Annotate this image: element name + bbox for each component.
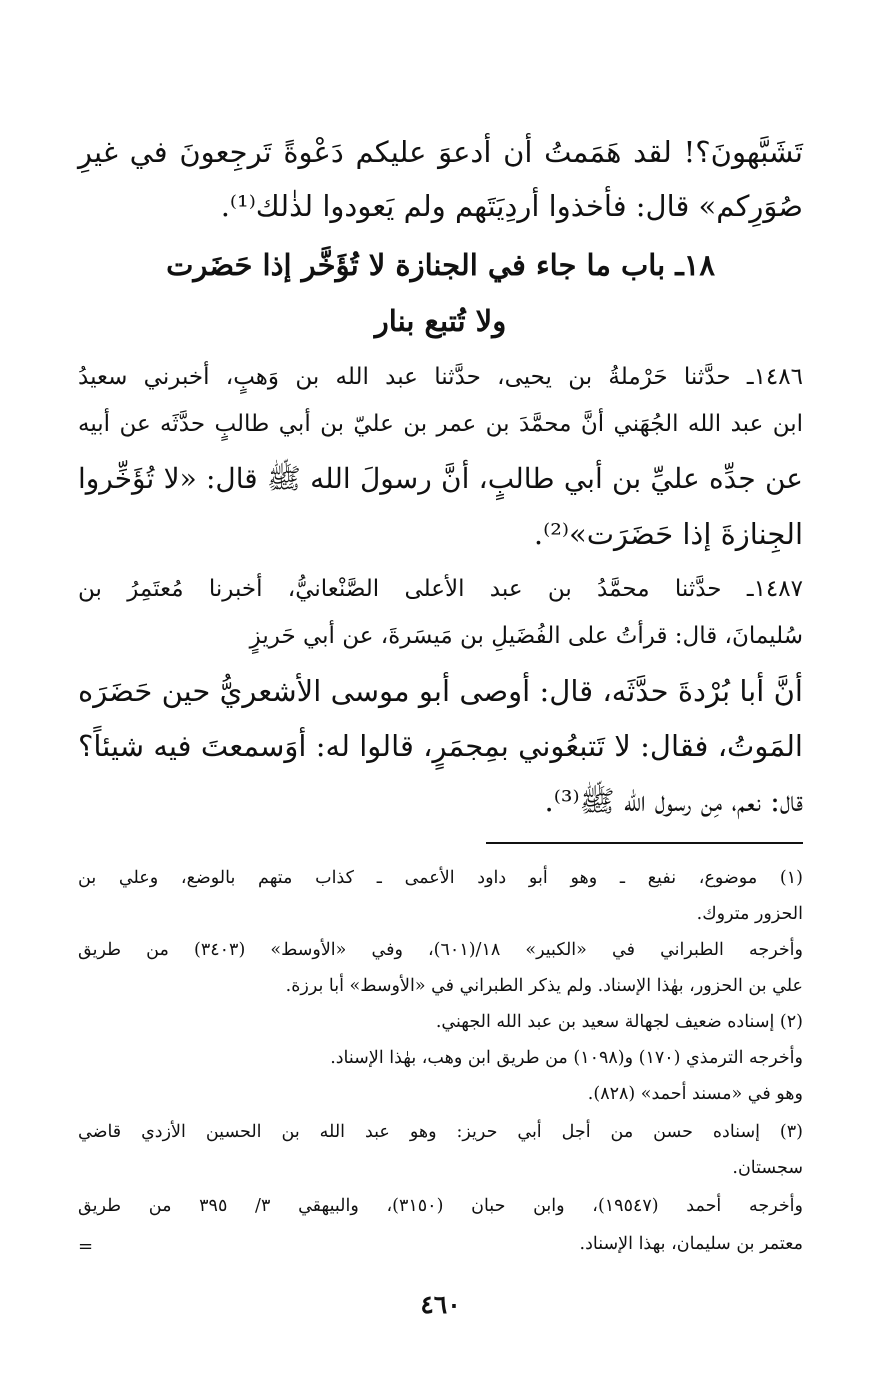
footnote-line: (٢) إسناده ضعيف لجهالة سعيد بن عبد الله الجهني.: [435, 1012, 803, 1032]
footnote-line: وأخرجه الطبراني في «الكبير» ١٨/(٦٠١)، وفي «الأوسط» (٣٤٠٣) من طريق: [78, 940, 803, 960]
footnote-line: وأخرجه الترمذي (١٧٠) و(١٠٩٨) من طريق ابن وهب، بهٰذا الإسناد.: [330, 1048, 803, 1068]
hadith-1487-isnad: ١٤٨٧ـ حدَّثنا محمَّدُ بن عبد الأعلى الصَّنْعانيُّ، أخبرنا مُعتَمِرُ بن: [78, 576, 803, 602]
footnote-line: (٣) إسناده حسن من أجل أبي حريز: وهو عبد الله بن الحسين الأزدي قاضي: [78, 1122, 803, 1142]
footnote-line: وهو في «مسند أحمد» (٨٢٨).: [587, 1084, 803, 1104]
chapter-heading-line2: ولا تُتبع بنار: [374, 304, 507, 338]
chapter-heading: ١٨ـ باب ما جاء في الجنازة لا تُؤَخَّر إذا حَضَرت: [166, 248, 715, 282]
hadith-1486-isnad: ابن عبد الله الجُهَني أنَّ محمَّدَ بن عمر بن عليّ بن أبي طالبٍ حدَّثَه عن أبيه: [78, 411, 803, 437]
text-line: صُوَرِكم» قال: فأخذوا أردِيَتَهم ولم يَعودوا لذٰلك⁽¹⁾.: [220, 189, 803, 223]
book-page: [78, 0, 803, 1384]
footnote-line: سجستان.: [732, 1158, 803, 1178]
continuation-mark: =: [78, 1236, 94, 1257]
text-line: تَشَبَّهونَ؟! لقد هَمَمتُ أن أدعوَ عليكم دَعْوةً تَرجِعونَ في غيرِ: [78, 135, 803, 169]
footnote-line: الحزور متروك.: [696, 904, 803, 924]
hadith-1486-matn: عن جدِّه عليِّ بن أبي طالبٍ، أنَّ رسولَ الله ﷺ قال: «لا تُؤَخِّروا: [78, 462, 803, 495]
hadith-1487-matn: قال: نعم، مِن رسول الله ﷺ⁽³⁾.: [544, 784, 803, 818]
footnote-line: علي بن الحزور، بهٰذا الإسناد. ولم يذكر الطبراني في «الأوسط» أبا برزة.: [285, 976, 803, 996]
hadith-1486-matn: الجِنازةَ إذا حَضَرَت»⁽²⁾.: [533, 517, 803, 551]
footnote-separator: [486, 842, 803, 844]
hadith-1487-matn: أنَّ أبا بُرْدةَ حدَّثَه، قال: أوصى أبو موسى الأشعريُّ حين حَضَرَه: [78, 674, 803, 708]
page-number: ٤٦٠: [420, 1290, 461, 1319]
footnote-line: معتمر بن سليمان، بهذا الإسناد.: [579, 1234, 803, 1254]
hadith-1487-isnad: سُليمانَ، قال: قرأتُ على الفُضَيلِ بن مَيسَرةَ، عن أبي حَريزٍ: [249, 623, 803, 649]
hadith-1486-isnad: ١٤٨٦ـ حدَّثنا حَرْملةُ بن يحيى، حدَّثنا عبد الله بن وَهبٍ، أخبرني سعيدُ: [78, 364, 803, 390]
hadith-1487-matn: المَوتُ، فقال: لا تَتبعُوني بمِجمَرٍ، قالوا له: أوَسمعتَ فيه شيئاً؟: [78, 729, 803, 763]
footnote-line: (١) موضوع، نفيع ـ وهو أبو داود الأعمى ـ كذاب متهم بالوضع، وعلي بن: [78, 868, 803, 888]
footnote-line: وأخرجه أحمد (١٩٥٤٧)، وابن حبان (٣١٥٠)، والبيهقي ٣/ ٣٩٥ من طريق: [78, 1196, 803, 1216]
